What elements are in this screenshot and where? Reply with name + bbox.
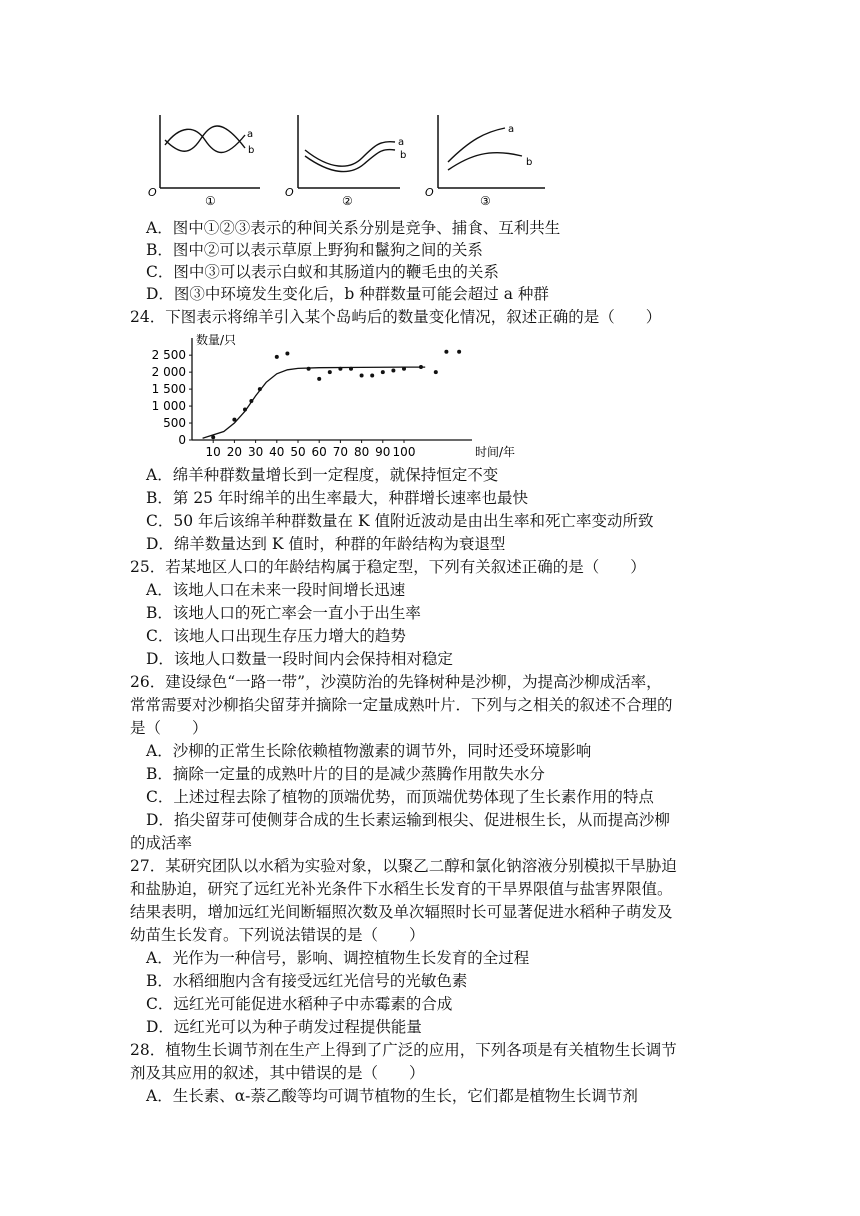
y-tick-label: 2 500 xyxy=(151,348,186,363)
data-point xyxy=(275,355,279,359)
data-point xyxy=(444,350,448,354)
x-tick-label: 30 xyxy=(247,445,264,459)
population-relationship-figures xyxy=(140,110,580,210)
q28-stem-line-2: 剂及其应用的叙述，其中错误的是（ ） xyxy=(130,1064,425,1082)
q26-option-a: A．沙柳的正常生长除依赖植物激素的调节外，同时还受环境影响 xyxy=(146,742,592,760)
x-tick-label: 70 xyxy=(332,445,349,459)
figure-3-label-b: b xyxy=(526,157,533,168)
q27-stem-line-4: 幼苗生长发育。下列说法错误的是（ ） xyxy=(130,926,425,944)
q24-option-b: B．第 25 年时绵羊的出生率最大，种群增长速率也最快 xyxy=(146,489,528,507)
x-tick-label: 10 xyxy=(205,445,221,459)
y-tick-label: 500 xyxy=(163,416,186,431)
data-point xyxy=(285,351,289,355)
x-tick-label: 90 xyxy=(375,445,391,459)
q23-option-d: D．图③中环境发生变化后，b 种群数量可能会超过 a 种群 xyxy=(146,285,549,303)
sheep-population-chart xyxy=(140,330,516,460)
y-axis-label: 数量/只 xyxy=(196,333,237,347)
figure-1-number: ① xyxy=(205,194,216,208)
figure-2 xyxy=(285,115,406,208)
x-tick-label: 40 xyxy=(269,445,285,459)
data-point xyxy=(307,367,311,371)
x-tick-label: 100 xyxy=(392,445,416,459)
q26-stem-line-2: 常常需要对沙柳掐尖留芽并摘除一定量成熟叶片．下列与之相关的叙述不合理的 xyxy=(130,696,673,714)
q23-option-b: B．图中②可以表示草原上野狗和鬣狗之间的关系 xyxy=(146,241,483,259)
q25-option-b: B．该地人口的死亡率会一直小于出生率 xyxy=(146,604,421,622)
data-point xyxy=(258,387,262,391)
q23-option-c: C．图中③可以表示白蚁和其肠道内的鞭毛虫的关系 xyxy=(146,263,499,281)
data-point xyxy=(402,367,406,371)
figure-1-origin: O xyxy=(148,186,157,199)
figure-1-label-b: b xyxy=(248,145,255,156)
data-point xyxy=(391,368,395,372)
x-tick-label: 80 xyxy=(353,445,370,459)
data-point xyxy=(349,367,353,371)
data-point xyxy=(232,418,236,422)
growth-curve xyxy=(203,367,426,438)
q26-option-b: B．摘除一定量的成熟叶片的目的是减少蒸腾作用散失水分 xyxy=(146,765,545,783)
data-point xyxy=(457,350,461,354)
q24-option-c: C．50 年后该绵羊种群数量在 K 值附近波动是由出生率和死亡率变动所致 xyxy=(146,512,654,530)
q27-stem-line-3: 结果表明，增加远红光间断辐照次数及单次辐照时长可显著促进水稻种子萌发及 xyxy=(130,903,673,921)
data-point xyxy=(211,435,215,439)
q26-stem-line-3: 是（ ） xyxy=(130,719,208,737)
q26-option-d-continuation: 的成活率 xyxy=(130,834,193,852)
figure-2-label-b: b xyxy=(400,150,407,161)
q25-option-d: D．该地人口数量一段时间内会保持相对稳定 xyxy=(146,650,453,668)
q28-stem-line-1: 28．植物生长调节剂在生产上得到了广泛的应用，下列各项是有关植物生长调节 xyxy=(130,1041,677,1059)
data-point xyxy=(381,370,385,374)
q27-option-a: A．光作为一种信号，影响、调控植物生长发育的全过程 xyxy=(146,949,530,967)
data-point xyxy=(419,365,423,369)
x-axis-label: 时间/年 xyxy=(475,445,516,459)
figure-3-origin: O xyxy=(425,186,434,199)
figure-2-number: ② xyxy=(342,194,353,208)
x-tick-label: 20 xyxy=(226,445,243,459)
figure-3 xyxy=(425,115,545,208)
q28-option-a: A．生长素、α-萘乙酸等均可调节植物的生长，它们都是植物生长调节剂 xyxy=(146,1087,638,1105)
data-point xyxy=(360,374,364,378)
q27-stem-line-2: 和盐胁迫，研究了远红光补光条件下水稻生长发育的干旱界限值与盐害界限值。 xyxy=(130,880,673,898)
figure-2-origin: O xyxy=(285,186,294,199)
data-point xyxy=(317,377,321,381)
q27-option-c: C．远红光可能促进水稻种子中赤霉素的合成 xyxy=(146,995,453,1013)
q26-stem-line-1: 26．建设绿色“一路一带”，沙漠防治的先锋树种是沙柳，为提高沙柳成活率， xyxy=(130,673,662,691)
q27-option-b: B．水稻细胞内含有接受远红光信号的光敏色素 xyxy=(146,972,468,990)
q23-option-a: A．图中①②③表示的种间关系分别是竞争、捕食、互利共生 xyxy=(146,219,561,237)
y-tick-label: 2 000 xyxy=(151,365,186,380)
y-tick-label: 0 xyxy=(178,433,186,447)
q26-option-c: C．上述过程去除了植物的顶端优势，而顶端优势体现了生长素作用的特点 xyxy=(146,788,654,806)
data-point xyxy=(243,407,247,411)
figure-3-label-a: a xyxy=(508,124,515,135)
q25-stem: 25．若某地区人口的年龄结构属于稳定型，下列有关叙述正确的是（ ） xyxy=(130,558,646,576)
q25-option-c: C．该地人口出现生存压力增大的趋势 xyxy=(146,627,406,645)
data-point xyxy=(370,374,374,378)
x-tick-label: 60 xyxy=(311,445,327,459)
data-point xyxy=(434,370,438,374)
data-point xyxy=(328,370,332,374)
q24-stem: 24．下图表示将绵羊引入某个岛屿后的数量变化情况，叙述正确的是（ ） xyxy=(130,308,662,326)
q27-stem-line-1: 27．某研究团队以水稻为实验对象，以聚乙二醇和氯化钠溶液分别模拟干旱胁迫 xyxy=(130,857,677,875)
data-point xyxy=(249,399,253,403)
q24-option-d: D．绵羊数量达到 K 值时，种群的年龄结构为衰退型 xyxy=(146,535,506,553)
figure-3-number: ③ xyxy=(480,194,491,208)
q24-option-a: A．绵羊种群数量增长到一定程度，就保持恒定不变 xyxy=(146,466,499,484)
data-point xyxy=(338,367,342,371)
q27-option-d: D．远红光可以为种子萌发过程提供能量 xyxy=(146,1018,422,1036)
figure-1-label-a: a xyxy=(247,129,254,140)
figure-2-label-a: a xyxy=(398,137,405,148)
y-tick-label: 1 500 xyxy=(151,382,186,397)
y-tick-label: 1 000 xyxy=(151,399,186,414)
q26-option-d: D．掐尖留芽可使侧芽合成的生长素运输到根尖、促进根生长，从而提高沙柳 xyxy=(146,811,670,829)
figure-1 xyxy=(148,115,260,208)
x-tick-label: 50 xyxy=(290,445,306,459)
q25-option-a: A．该地人口在未来一段时间增长迅速 xyxy=(146,581,406,599)
